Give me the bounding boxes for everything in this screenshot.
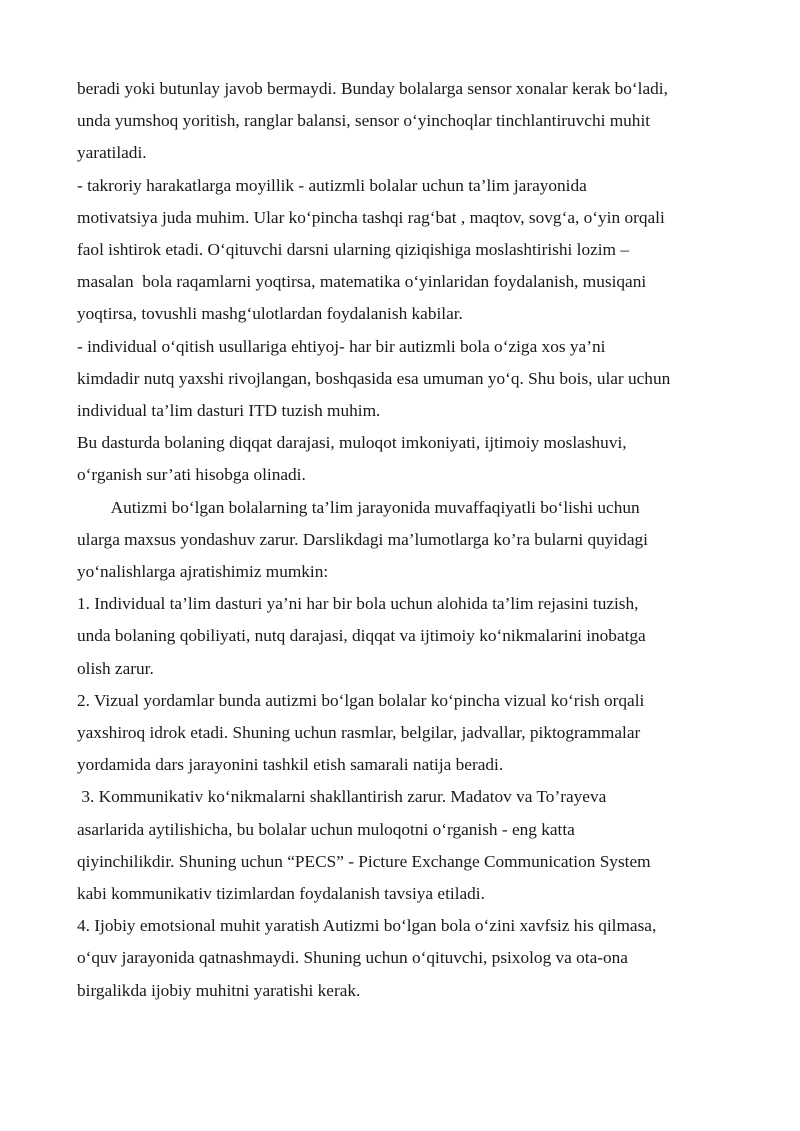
- text-line-28: o‘quv jarayonida qatnashmaydi. Shuning uchun o‘qituvchi, psixolog va ota-ona: [77, 948, 628, 968]
- text-line-2: unda yumshoq yoritish, ranglar balansi, sensor o‘yinchoqlar tinchlantiruvchi muhit: [77, 111, 651, 131]
- text-line-22: yordamida dars jarayonini tashkil etish samarali natija beradi.: [77, 755, 504, 775]
- text-line-16: yo‘nalishlarga ajratishimiz mumkin:: [77, 562, 329, 582]
- text-line-7: masalan bola raqamlarni yoqtirsa, matematika o‘yinlaridan foydalanish, musiqani: [77, 272, 647, 292]
- text-line-17: 1. Individual ta’lim dasturi ya’ni har bir bola uchun alohida ta’lim rejasini tuzish,: [77, 594, 639, 614]
- text-line-27: 4. Ijobiy emotsional muhit yaratish Autizmi bo‘lgan bola o‘zini xavfsiz his qilmasa,: [77, 916, 657, 936]
- text-line-18: unda bolaning qobiliyati, nutq darajasi, diqqat va ijtimoiy ko‘nikmalarini inobatga: [77, 626, 646, 646]
- text-line-12: Bu dasturda bolaning diqqat darajasi, muloqot imkoniyati, ijtimoiy moslashuvi,: [77, 433, 627, 453]
- text-line-5: motivatsiya juda muhim. Ular ko‘pincha tashqi rag‘bat , maqtov, sovg‘a, o‘yin orqali: [77, 207, 665, 227]
- text-line-25: qiyinchilikdir. Shuning uchun “PECS” - Picture Exchange Communication System: [77, 851, 651, 871]
- text-line-21: yaxshiroq idrok etadi. Shuning uchun rasmlar, belgilar, jadvallar, piktogrammalar: [77, 723, 641, 743]
- document-page: [77, 73, 725, 1007]
- text-line-10: kimdadir nutq yaxshi rivojlangan, boshqasida esa umuman yo‘q. Shu bois, ular uchun: [77, 368, 671, 388]
- text-line-26: kabi kommunikativ tizimlardan foydalanish tavsiya etiladi.: [77, 884, 485, 904]
- text-line-1: beradi yoki butunlay javob bermaydi. Bunday bolalarga sensor xonalar kerak bo‘ladi,: [77, 79, 668, 98]
- text-line-15: ularga maxsus yondashuv zarur. Darslikdagi ma’lumotlarga ko’ra bularni quyidagi: [77, 529, 648, 549]
- text-line-20: 2. Vizual yordamlar bunda autizmi bo‘lgan bolalar ko‘pincha vizual ko‘rish orqali: [77, 690, 645, 710]
- text-line-23: 3. Kommunikativ ko‘nikmalarni shakllantirish zarur. Madatov va To’rayeva: [77, 787, 607, 807]
- text-line-24: asarlarida aytilishicha, bu bolalar uchun muloqotni o‘rganish - eng katta: [77, 819, 575, 839]
- text-line-8: yoqtirsa, tovushli mashg‘ulotlardan foydalanish kabilar.: [77, 304, 463, 324]
- text-line-9: - individual o‘qitish usullariga ehtiyoj- har bir autizmli bola o‘ziga xos ya’ni: [77, 336, 606, 356]
- text-line-6: faol ishtirok etadi. O‘qituvchi darsni ularning qiziqishiga moslashtirishi lozim –: [77, 240, 629, 260]
- text-line-4: - takroriy harakatlarga moyillik - autizmli bolalar uchun ta’lim jarayonida: [77, 175, 587, 195]
- text-line-14: Autizmi bo‘lgan bolalarning ta’lim jarayonida muvaffaqiyatli bo‘lishi uchun: [77, 497, 640, 517]
- text-line-29: birgalikda ijobiy muhitni yaratishi kerak.: [77, 980, 361, 1000]
- text-line-13: o‘rganish sur’ati hisobga olinadi.: [77, 465, 306, 485]
- text-line-19: olish zarur.: [77, 658, 154, 678]
- text-line-3: yaratiladi.: [77, 143, 147, 163]
- text-line-11: individual ta’lim dasturi ITD tuzish muhim.: [77, 401, 381, 421]
